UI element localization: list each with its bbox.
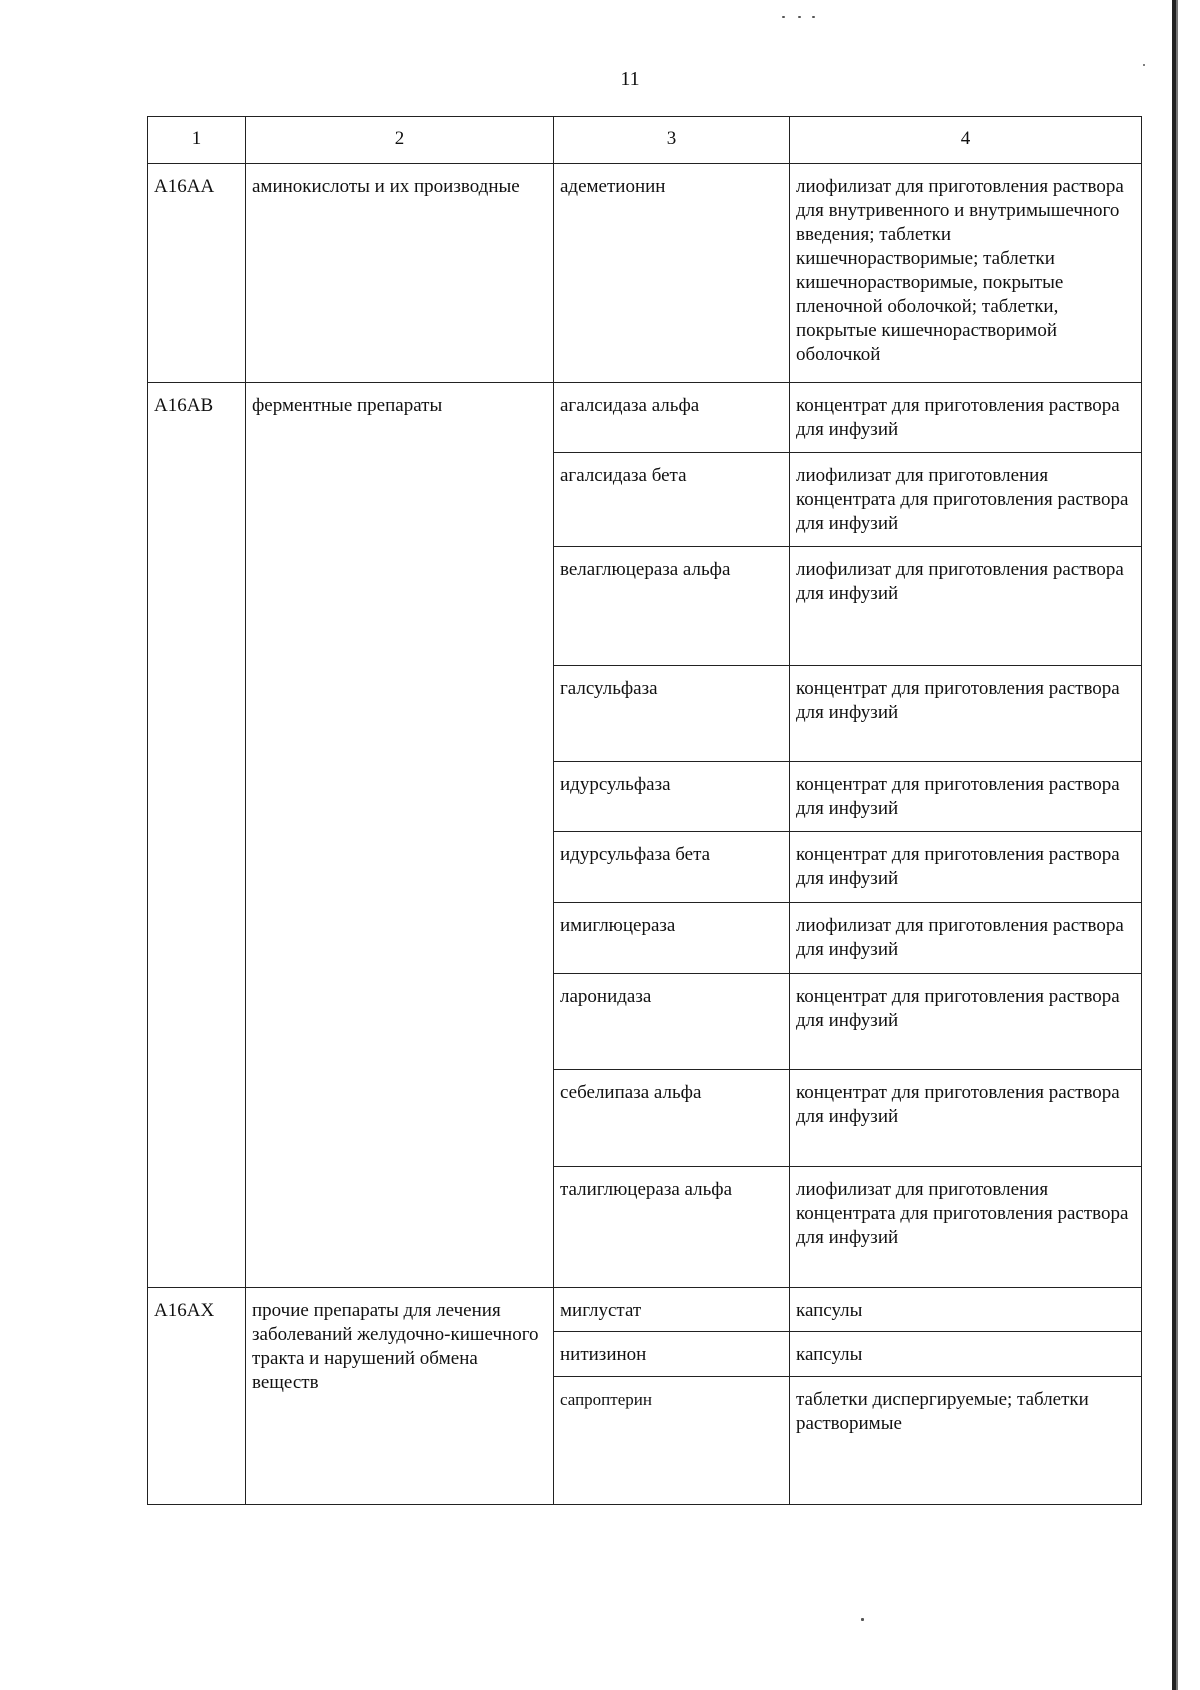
dosage-form-cell: лиофилизат для приготовления концентрата для приготовления раствора для инфузий [790,1167,1142,1288]
header-cell: 3 [554,117,790,164]
dosage-form-cell: концентрат для приготовления раствора для инфузий [790,666,1142,762]
drug-name-cell: галсульфаза [554,666,790,762]
drug-name-cell: агалсидаза альфа [554,383,790,453]
dosage-form-cell: лиофилизат для приготовления раствора для инфузий [790,903,1142,974]
drug-name-cell: адеметионин [554,164,790,383]
dosage-form-cell: таблетки диспергируемые; таблетки растворимые [790,1377,1142,1505]
group-name-cell: аминокислоты и их производные [246,164,554,383]
dosage-form-cell: концентрат для приготовления раствора для инфузий [790,762,1142,832]
drug-name-cell: агалсидаза бета [554,453,790,547]
drug-name-cell: миглустат [554,1288,790,1332]
group-name-cell: прочие препараты для лечения заболеваний желудочно-кишечного тракта и нарушений обмена веществ [246,1288,554,1505]
header-cell: 4 [790,117,1142,164]
drug-name-cell: идурсульфаза бета [554,832,790,903]
atc-code-cell: A16AA [148,164,246,383]
group-name-cell: ферментные препараты [246,383,554,1288]
atc-code-cell: A16AB [148,383,246,1288]
dosage-form-cell: концентрат для приготовления раствора для инфузий [790,383,1142,453]
drug-name-cell: идурсульфаза [554,762,790,832]
dosage-form-cell: концентрат для приготовления раствора для инфузий [790,974,1142,1070]
drug-name-cell: имиглюцераза [554,903,790,974]
drug-list-table [147,116,1142,1505]
dosage-form-cell: лиофилизат для приготовления раствора для инфузий [790,547,1142,666]
drug-name-cell: нитизинон [554,1332,790,1377]
scan-edge-shadow [1176,0,1178,1690]
page-number: 11 [620,68,640,90]
dosage-form-cell: капсулы [790,1288,1142,1332]
dosage-form-cell: концентрат для приготовления раствора для инфузий [790,1070,1142,1167]
drug-name-cell: велаглюцераза альфа [554,547,790,666]
atc-code-cell: A16AX [148,1288,246,1505]
table-row [148,383,1142,453]
table-row [148,1288,1142,1332]
dosage-form-cell: капсулы [790,1332,1142,1377]
drug-name-cell: ларонидаза [554,974,790,1070]
header-cell: 1 [148,117,246,164]
table-header-row [148,117,1142,164]
table-row [148,164,1142,383]
dosage-form-cell: концентрат для приготовления раствора для инфузий [790,832,1142,903]
drug-name-cell: талиглюцераза альфа [554,1167,790,1288]
drug-name-cell: себелипаза альфа [554,1070,790,1167]
dosage-form-cell: лиофилизат для приготовления раствора для внутривенного и внутримышечного введения; таблетки кишечнорастворимые; таблетки кишечнорастворимые, покрытые пленочной оболочкой; таблетки, покрытые кишечнорастворимой оболочкой [790,164,1142,383]
dosage-form-cell: лиофилизат для приготовления концентрата для приготовления раствора для инфузий [790,453,1142,547]
drug-name-cell: сапроптерин [554,1377,790,1505]
header-cell: 2 [246,117,554,164]
